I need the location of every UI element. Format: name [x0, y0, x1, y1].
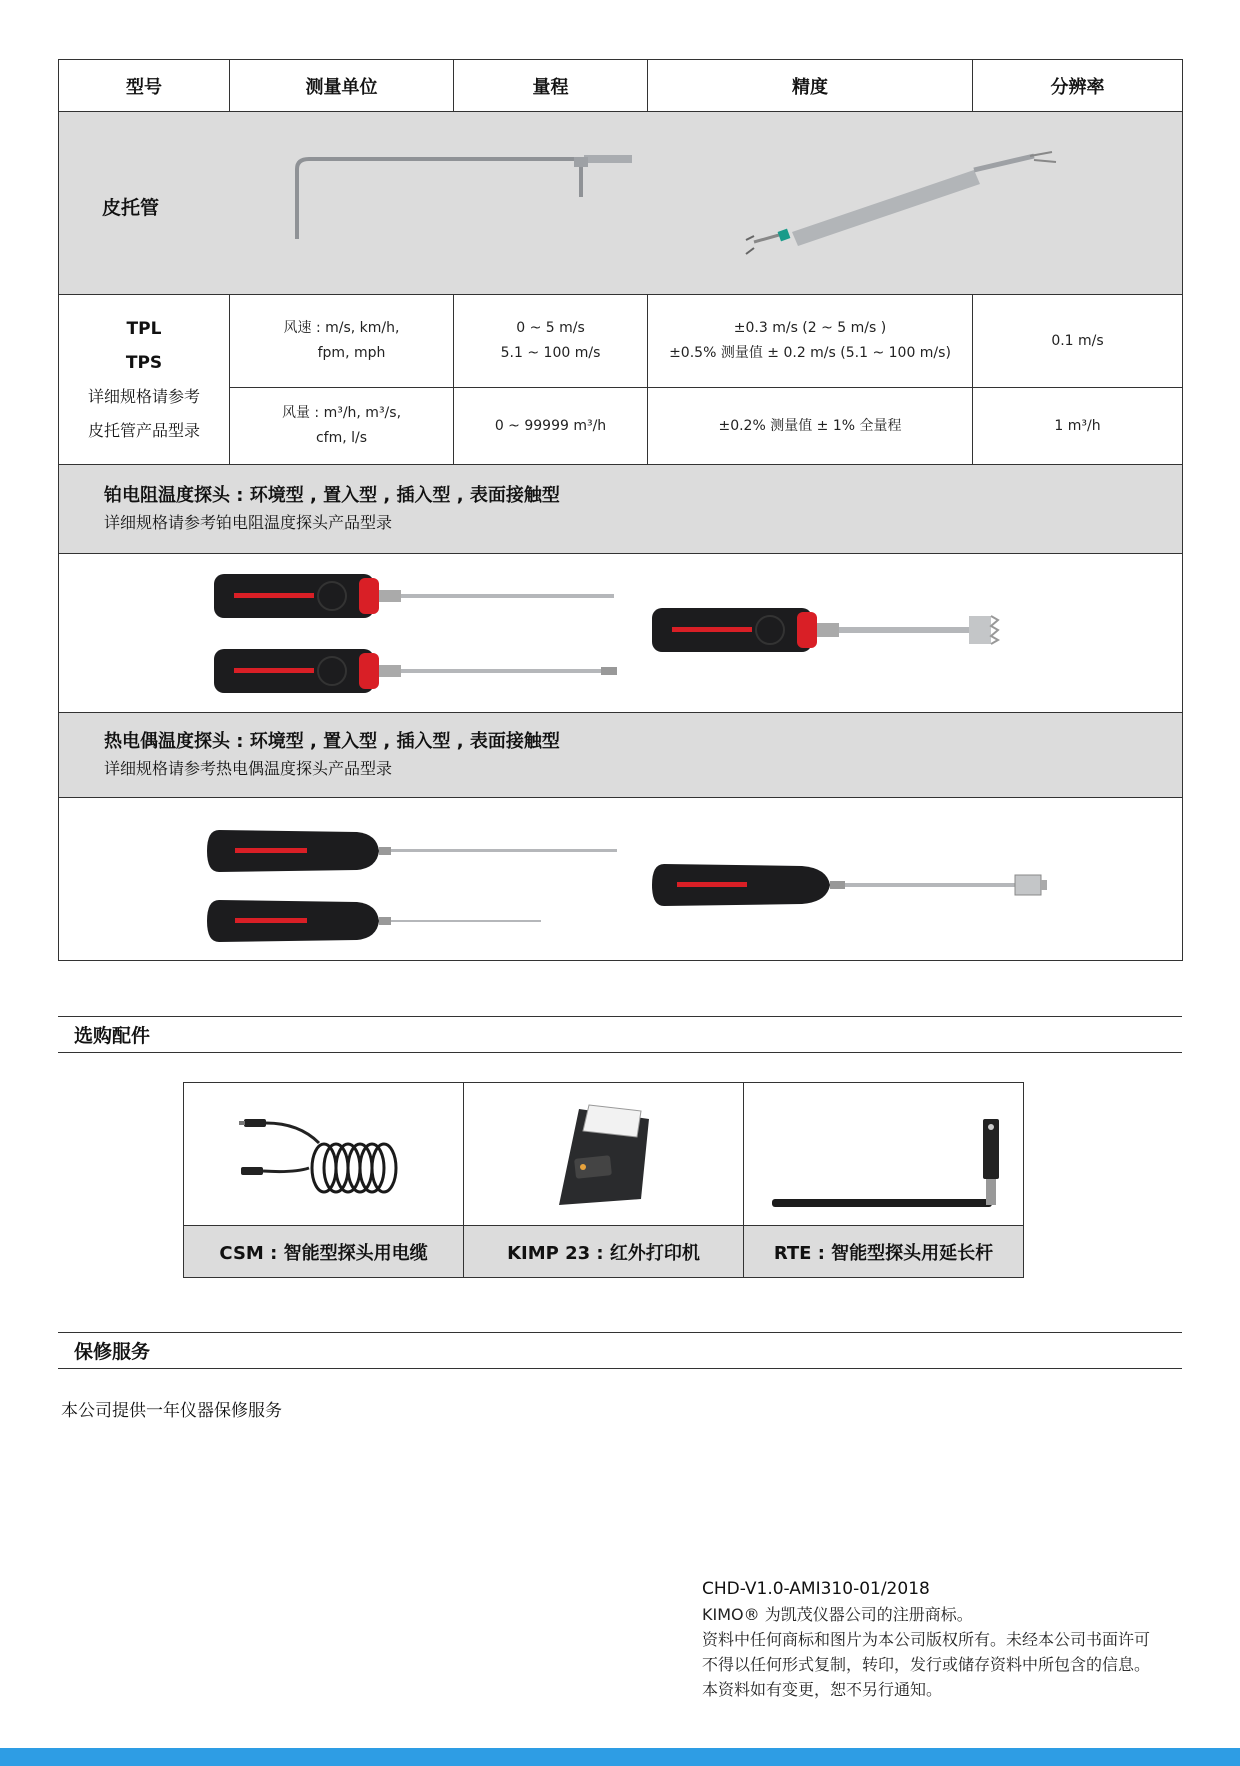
rte-image-cell: [744, 1083, 1024, 1226]
model-note-1: 详细规格请参考: [87, 386, 200, 406]
document-code: CHD-V1.0-AMI310-01/2018: [702, 1579, 930, 1599]
spec-row-velocity: [59, 295, 1183, 388]
warranty-section-title: 保修服务: [74, 1341, 151, 1363]
accuracy-airflow: ±0.2% 测量值 ± 1% 全量程: [648, 388, 973, 465]
csm-image-cell: [184, 1083, 464, 1226]
tc-category-title: 热电偶温度探头 : 环境型 , 置入型 , 插入型 , 表面接触型: [104, 731, 560, 752]
footer: [702, 1576, 1202, 1702]
units-velocity: 风速 : m/s, km/h, fpm, mph: [230, 295, 454, 388]
accessories-table: [183, 1082, 1024, 1278]
printer-icon: [549, 1101, 659, 1216]
pt-surface-probe-image: [652, 604, 1012, 656]
header-range: 量程: [454, 60, 648, 112]
spec-table: [58, 59, 1183, 961]
model-tpl: TPL: [126, 318, 162, 339]
pitot-image-row: [59, 112, 1183, 295]
accessories-label-row: [184, 1226, 1024, 1278]
kimp23-image-cell: [464, 1083, 744, 1226]
footer-line-1: KIMO® 为凯茂仪器公司的注册商标。: [702, 1605, 973, 1624]
pt-probe-image-1: [214, 572, 614, 622]
model-note-2: 皮托管产品型录: [87, 420, 200, 440]
model-tps: TPS: [125, 352, 163, 373]
accessories-section-title: 选购配件: [74, 1025, 151, 1047]
pitot-tube-image: [289, 147, 709, 247]
header-resolution: 分辨率: [973, 60, 1183, 112]
tc-probe-image-2: [207, 898, 607, 944]
extension-rod-icon: [772, 1119, 1012, 1219]
pitot-handle-probe-image: [734, 150, 1134, 270]
accessories-image-row: [184, 1083, 1024, 1226]
rte-label: RTE : 智能型探头用延长杆: [744, 1226, 1024, 1278]
header-row: [59, 60, 1183, 112]
header-accuracy: 精度: [648, 60, 973, 112]
header-units: 测量单位: [230, 60, 454, 112]
pt-category-title: 铂电阻温度探头 : 环境型 , 置入型 , 插入型 , 表面接触型: [104, 485, 560, 506]
warranty-text: 本公司提供一年仪器保修服务: [61, 1401, 282, 1421]
tc-category-subtitle: 详细规格请参考热电偶温度探头产品型录: [104, 759, 393, 778]
csm-label: CSM : 智能型探头用电缆: [184, 1226, 464, 1278]
tc-image-row: [59, 798, 1183, 961]
pt-category-subtitle: 详细规格请参考铂电阻温度探头产品型录: [104, 513, 393, 532]
warranty-section-header: [58, 1332, 1182, 1369]
coiled-cable-icon: [239, 1113, 409, 1208]
resolution-velocity: 0.1 m/s: [973, 295, 1183, 388]
pt-category-row: [59, 465, 1183, 554]
range-velocity: 0 ~ 5 m/s 5.1 ~ 100 m/s: [454, 295, 648, 388]
pt-probe-image-2: [214, 647, 624, 697]
kimp23-label: KIMP 23 : 红外打印机: [464, 1226, 744, 1278]
pt-image-row: [59, 554, 1183, 713]
tc-category-row: [59, 713, 1183, 798]
footer-line-2: 资料中任何商标和图片为本公司版权所有。未经本公司书面许可: [702, 1630, 1151, 1649]
bottom-accent-bar: [0, 1748, 1240, 1766]
resolution-airflow: 1 m³/h: [973, 388, 1183, 465]
accessories-section-header: [58, 1016, 1182, 1053]
range-airflow: 0 ~ 99999 m³/h: [454, 388, 648, 465]
accuracy-velocity: ±0.3 m/s (2 ~ 5 m/s ) ±0.5% 测量值 ± 0.2 m/s (5.1 ~ 100 m/s): [648, 295, 973, 388]
tc-surface-probe-image: [652, 860, 1102, 910]
footer-line-3: 不得以任何形式复制，转印，发行或储存资料中所包含的信息。: [702, 1655, 1151, 1674]
pitot-label: 皮托管: [102, 197, 160, 219]
units-airflow: 风量 : m³/h, m³/s, cfm, l/s: [230, 388, 454, 465]
header-model: 型号: [59, 60, 230, 112]
model-cell: [59, 295, 230, 465]
footer-line-4: 本资料如有变更，恕不另行通知。: [702, 1680, 943, 1699]
tc-probe-image-1: [207, 828, 627, 874]
